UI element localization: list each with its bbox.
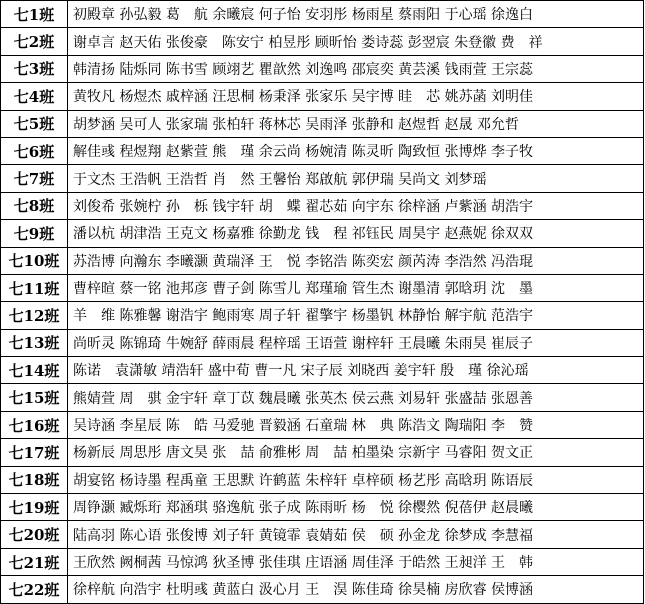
class-label: 七3班 bbox=[1, 55, 68, 82]
student-names: 解佳彧 程煜翔 赵紫萱 熊 瑾 余云尚 杨婉清 陈灵昕 陶致恒 张博烨 李子牧 bbox=[68, 137, 644, 164]
class-label: 七20班 bbox=[1, 521, 68, 548]
class-label: 七10班 bbox=[1, 247, 68, 274]
table-row bbox=[1, 274, 644, 301]
student-names: 曹梓暄 蔡一铭 池邦彦 曹子剑 陈雪儿 郑瑾瑜 管生杰 谢墨清 郭晗玥 沈 墨 bbox=[68, 274, 644, 301]
student-names: 于文杰 王浩帆 王浩哲 肖 然 王馨怡 郑啟航 郭伊瑞 吴尚文 刘梦瑶 bbox=[68, 165, 644, 192]
table-row bbox=[1, 384, 644, 411]
table-row bbox=[1, 1, 644, 28]
student-names: 羊 维 陈雅馨 谢浩宇 鲍雨寒 周子轩 翟擎宇 杨墨钒 林静怡 解宇航 范浩宇 bbox=[68, 302, 644, 329]
student-names: 苏浩博 向瀚东 李曦灏 黄瑞泽 王 悦 李铭浩 陈奕宏 颜芮涛 李浩然 冯浩琨 bbox=[68, 247, 644, 274]
table-row bbox=[1, 110, 644, 137]
table-row bbox=[1, 55, 644, 82]
class-label: 七17班 bbox=[1, 439, 68, 466]
student-names: 周铮灏 臧烁珩 郑涵琪 骆逸航 张子成 陈雨昕 杨 悦 徐樱然 倪蓓伊 赵晨曦 bbox=[68, 494, 644, 521]
class-label: 七6班 bbox=[1, 137, 68, 164]
student-names: 黄牧凡 杨煜杰 戚梓涵 汪思桐 杨秉泽 张家乐 吴宇博 眭 芯 姚苏菡 刘明佳 bbox=[68, 83, 644, 110]
student-names: 尚昕灵 陈锦琦 牛婉舒 薛雨晨 程梓瑶 王语萱 谢梓轩 王晨曦 朱雨昊 崔辰子 bbox=[68, 329, 644, 356]
student-names: 熊婧萱 周 骐 金宇轩 章丁苡 魏晨曦 张英杰 侯云燕 刘易轩 张盛喆 张恩善 bbox=[68, 384, 644, 411]
student-names: 吴诗涵 李星辰 陈 皓 马爱驰 晋毅涵 石童瑞 林 典 陈浩文 陶瑞阳 李 赞 bbox=[68, 411, 644, 438]
table-row bbox=[1, 165, 644, 192]
class-label: 七5班 bbox=[1, 110, 68, 137]
table-row bbox=[1, 411, 644, 438]
table-row bbox=[1, 220, 644, 247]
student-names: 陆高羽 陈心语 张俊博 刘子轩 黄镜霏 袁婧茹 侯 硕 孙金龙 徐梦成 李慧福 bbox=[68, 521, 644, 548]
class-label: 七15班 bbox=[1, 384, 68, 411]
table-row bbox=[1, 302, 644, 329]
class-label: 七19班 bbox=[1, 494, 68, 521]
class-label: 七14班 bbox=[1, 357, 68, 384]
class-label: 七21班 bbox=[1, 548, 68, 575]
table-row bbox=[1, 192, 644, 219]
class-label: 七1班 bbox=[1, 1, 68, 28]
table-row bbox=[1, 83, 644, 110]
roster-body bbox=[1, 1, 644, 604]
table-row bbox=[1, 28, 644, 55]
student-names: 谢卓言 赵天佑 张俊豪 陈安宁 柏昱彤 顾昕怡 娄诗蕊 彭翌宸 朱登徽 费 祥 bbox=[68, 28, 644, 55]
table-row bbox=[1, 439, 644, 466]
student-names: 胡梦涵 吴可人 张家瑞 张柏轩 蒋林芯 吴雨泽 张静和 赵煜哲 赵晟 邓允哲 bbox=[68, 110, 644, 137]
class-label: 七16班 bbox=[1, 411, 68, 438]
student-names: 徐梓航 向浩宇 杜明彧 黄蓝白 汲心月 王 淏 陈佳琦 徐昊楠 房欣睿 侯博涵 bbox=[68, 576, 644, 603]
student-names: 杨新辰 周思彤 唐文昊 张 喆 俞雅彬 周 喆 柏墨染 宗新宇 马睿阳 贺文正 bbox=[68, 439, 644, 466]
class-label: 七7班 bbox=[1, 165, 68, 192]
table-row bbox=[1, 466, 644, 493]
class-label: 七11班 bbox=[1, 274, 68, 301]
class-label: 七22班 bbox=[1, 576, 68, 603]
student-names: 韩清扬 陆烁同 陈书雪 顾翊艺 瞿歆然 刘逸鸣 邵宸奕 黄芸溪 钱雨萱 王宗蕊 bbox=[68, 55, 644, 82]
class-label: 七9班 bbox=[1, 220, 68, 247]
table-row bbox=[1, 576, 644, 603]
student-names: 陈诺 袁潇敏 靖浩轩 盛中荀 曹一凡 宋子辰 刘晓西 姜宇轩 殷 瑾 徐沁瑶 bbox=[68, 357, 644, 384]
table-row bbox=[1, 494, 644, 521]
class-label: 七18班 bbox=[1, 466, 68, 493]
table-row bbox=[1, 357, 644, 384]
student-names: 初殿章 孙弘毅 葛 航 余曦宸 何子怡 安羽彤 杨雨星 蔡雨阳 于心瑶 徐逸白 bbox=[68, 1, 644, 28]
class-label: 七8班 bbox=[1, 192, 68, 219]
table-row bbox=[1, 521, 644, 548]
class-label: 七12班 bbox=[1, 302, 68, 329]
student-names: 胡宴铭 杨诗墨 程禹童 王思默 许鹤蓝 朱梓轩 卓梓硕 杨艺彤 高晗玥 陈语辰 bbox=[68, 466, 644, 493]
table-row bbox=[1, 329, 644, 356]
table-row bbox=[1, 548, 644, 575]
class-label: 七4班 bbox=[1, 83, 68, 110]
class-label: 七13班 bbox=[1, 329, 68, 356]
table-row bbox=[1, 137, 644, 164]
student-names: 潘以杭 胡津浩 王克文 杨嘉雅 徐勤龙 钱 程 祁钰民 周昊宇 赵燕妮 徐双双 bbox=[68, 220, 644, 247]
table-row bbox=[1, 247, 644, 274]
student-names: 刘俊希 张婉柠 孙 栎 钱宇轩 胡 蝶 翟芯茹 向宇东 徐梓涵 卢紫涵 胡浩宇 bbox=[68, 192, 644, 219]
student-names: 王欣然 阙桐茜 马惊鸿 狄圣博 张佳琪 庄语涵 周佳泽 于皓然 王昶洋 王 韩 bbox=[68, 548, 644, 575]
class-label: 七2班 bbox=[1, 28, 68, 55]
